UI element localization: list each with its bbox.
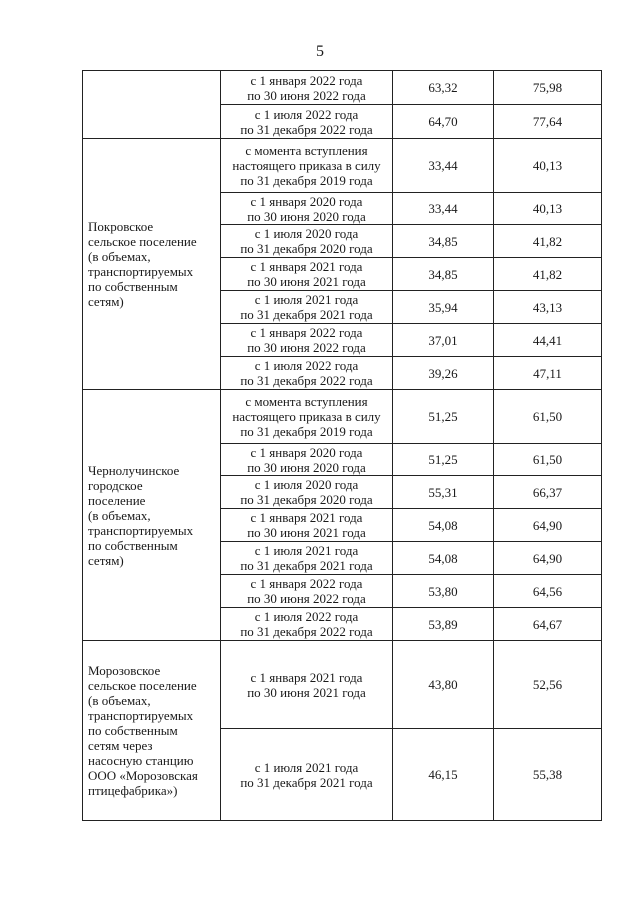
tariff-value-with-vat-cell: 64,56 [494, 575, 602, 608]
text-line: по 30 июня 2020 года [247, 459, 366, 475]
period-cell [221, 729, 393, 821]
text-line: (в объемах, [88, 507, 151, 523]
tariff-value-cell: 63,32 [393, 71, 494, 105]
tariff-value-cell: 54,08 [393, 509, 494, 542]
text-line: по 30 июня 2022 года [247, 591, 366, 606]
settlement-cell [83, 139, 221, 390]
text-line: сетям через [88, 738, 153, 753]
text-line: Морозовское [88, 663, 161, 678]
tariff-value-with-vat-cell: 55,38 [494, 729, 602, 821]
tariff-value-with-vat-cell: 61,50 [494, 390, 602, 444]
text-line: с 1 июля 2020 года [254, 226, 359, 241]
text-line: сельское поселение [88, 678, 197, 693]
settlement-cell [83, 390, 221, 641]
period-cell [221, 71, 393, 105]
text-line: с 1 июля 2021 года [254, 292, 359, 307]
settlement-cell [83, 71, 221, 139]
period-cell [221, 291, 393, 324]
table-row [83, 71, 602, 105]
text-line: по 31 декабря 2022 года [240, 373, 373, 388]
text-line: с 1 июля 2021 года [254, 543, 359, 558]
period-cell [221, 608, 393, 641]
tariff-value-cell: 53,89 [393, 608, 494, 641]
tariff-value-cell: 54,08 [393, 542, 494, 575]
text-line: с момента вступления [245, 394, 368, 409]
table-row [83, 390, 602, 444]
tariff-value-cell: 64,70 [393, 105, 494, 139]
tariff-value-cell: 39,26 [393, 357, 494, 390]
text-line: с 1 января 2020 года [250, 444, 363, 460]
table-row [83, 641, 602, 729]
settlement-cell [83, 641, 221, 821]
page-number: 5 [316, 43, 324, 60]
text-line: с 1 января 2022 года [250, 325, 363, 340]
tariff-value-with-vat-cell: 77,64 [494, 105, 602, 139]
period-cell [221, 390, 393, 444]
text-line: по собственным [88, 537, 178, 553]
text-line: насосную станцию [88, 753, 194, 768]
table-row [83, 139, 602, 193]
period-cell [221, 258, 393, 291]
text-line: по 31 декабря 2019 года [240, 424, 373, 439]
text-line: настоящего приказа в силу [232, 158, 381, 173]
tariff-value-cell: 37,01 [393, 324, 494, 357]
text-line: с 1 июля 2022 года [254, 609, 359, 624]
text-line: настоящего приказа в силу [232, 409, 381, 424]
text-line: по 31 декабря 2021 года [240, 307, 373, 322]
text-line: по 30 июня 2021 года [247, 525, 366, 540]
period-cell [221, 575, 393, 608]
tariff-value-cell: 33,44 [393, 139, 494, 193]
period-cell [221, 193, 393, 225]
text-line: с 1 июля 2022 года [254, 358, 359, 373]
text-line: по 30 июня 2020 года [247, 208, 366, 224]
text-line: с 1 января 2021 года [250, 669, 363, 685]
text-line: с момента вступления [245, 143, 368, 158]
text-line: по 31 декабря 2020 года [240, 492, 373, 507]
tariff-value-with-vat-cell: 40,13 [494, 193, 602, 225]
period-cell [221, 105, 393, 139]
text-line: сетям) [88, 294, 124, 309]
text-line: городское [88, 477, 143, 493]
tariff-value-cell: 34,85 [393, 258, 494, 291]
tariff-value-cell: 51,25 [393, 390, 494, 444]
text-line: по 30 июня 2022 года [247, 340, 366, 355]
tariff-value-cell: 55,31 [393, 476, 494, 509]
text-line: Чернолучинское [88, 462, 180, 478]
text-line: по 30 июня 2021 года [247, 684, 366, 700]
tariff-value-with-vat-cell: 41,82 [494, 258, 602, 291]
text-line: с 1 июля 2020 года [254, 477, 359, 492]
tariff-value-with-vat-cell: 64,67 [494, 608, 602, 641]
text-line: с 1 января 2021 года [250, 510, 363, 525]
text-line: с 1 января 2022 года [250, 576, 363, 591]
text-line: по 31 декабря 2021 года [240, 558, 373, 573]
tariff-value-cell: 53,80 [393, 575, 494, 608]
tariff-value-with-vat-cell: 75,98 [494, 71, 602, 105]
period-cell [221, 225, 393, 258]
text-line: поселение [88, 492, 146, 508]
tariff-value-with-vat-cell: 43,13 [494, 291, 602, 324]
text-line: транспортируемых [88, 522, 194, 538]
tariff-value-cell: 51,25 [393, 444, 494, 476]
period-cell [221, 542, 393, 575]
text-line: по собственным [88, 279, 178, 294]
text-line: транспортируемых [88, 708, 194, 723]
tariff-value-cell: 46,15 [393, 729, 494, 821]
text-line: Покровское [88, 219, 154, 234]
period-cell [221, 324, 393, 357]
period-cell [221, 444, 393, 476]
tariff-value-with-vat-cell: 52,56 [494, 641, 602, 729]
period-cell [221, 509, 393, 542]
text-line: сетям) [88, 552, 124, 568]
text-line: сельское поселение [88, 234, 197, 249]
text-line: с 1 января 2022 года [250, 72, 363, 88]
tariff-value-with-vat-cell: 41,82 [494, 225, 602, 258]
tariff-value-with-vat-cell: 61,50 [494, 444, 602, 476]
text-line: по 31 декабря 2021 года [240, 774, 373, 790]
text-line: с 1 января 2021 года [250, 259, 363, 274]
tariff-value-with-vat-cell: 47,11 [494, 357, 602, 390]
text-line: с 1 июля 2022 года [254, 106, 359, 122]
text-line: с 1 января 2020 года [250, 193, 363, 209]
tariff-value-cell: 35,94 [393, 291, 494, 324]
text-line: по 31 декабря 2022 года [240, 624, 373, 639]
text-line: ООО «Морозовская [88, 768, 198, 783]
tariff-value-with-vat-cell: 40,13 [494, 139, 602, 193]
tariff-value-cell: 43,80 [393, 641, 494, 729]
text-line: по 30 июня 2021 года [247, 274, 366, 289]
period-cell [221, 641, 393, 729]
tariff-value-cell: 33,44 [393, 193, 494, 225]
text-line: по 31 декабря 2022 года [240, 121, 373, 137]
period-cell [221, 357, 393, 390]
text-line: (в объемах, [88, 693, 151, 708]
tariff-value-with-vat-cell: 66,37 [494, 476, 602, 509]
text-line: по 31 декабря 2020 года [240, 241, 373, 256]
tariff-value-with-vat-cell: 64,90 [494, 542, 602, 575]
tariff-table [82, 70, 602, 821]
text-line: по собственным [88, 723, 178, 738]
tariff-value-with-vat-cell: 64,90 [494, 509, 602, 542]
text-line: по 30 июня 2022 года [247, 87, 366, 103]
text-line: (в объемах, [88, 249, 151, 264]
tariff-value-cell: 34,85 [393, 225, 494, 258]
text-line: транспортируемых [88, 264, 194, 279]
period-cell [221, 476, 393, 509]
text-line: птицефабрика») [88, 783, 178, 798]
text-line: с 1 июля 2021 года [254, 759, 359, 775]
period-cell [221, 139, 393, 193]
text-line: по 31 декабря 2019 года [240, 173, 373, 188]
tariff-value-with-vat-cell: 44,41 [494, 324, 602, 357]
